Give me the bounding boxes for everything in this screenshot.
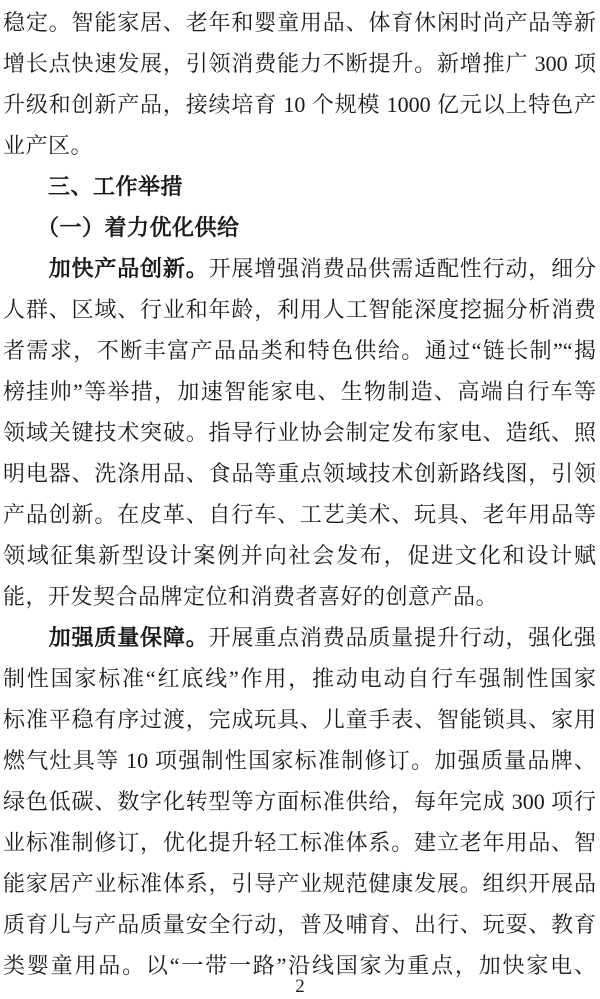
text-segment: 开展增强消费品供需适配性行动，细分 <box>208 256 596 281</box>
text-segment: 领域征集新型设计案例并向社会发布，促进文化和设计赋 <box>3 543 596 568</box>
page-number: 2 <box>295 976 305 997</box>
text-segment: 质育儿与产品质量安全行动，普及哺育、出行、玩耍、教育 <box>3 912 596 937</box>
text-segment: 人群、区域、行业和年龄，利用人工智能深度挖掘分析消费 <box>3 297 596 322</box>
text-segment: 榜挂帅”等举措，加速智能家电、生物制造、高端自行车等 <box>3 379 596 404</box>
text-line <box>3 617 596 658</box>
text-segment: 开展重点消费品质量提升行动，强化强 <box>208 625 596 650</box>
text-segment: 能，开发契合品牌定位和消费者喜好的创意产品。 <box>3 584 499 609</box>
text-line <box>3 84 596 125</box>
text-line <box>3 207 596 248</box>
text-line <box>3 166 596 207</box>
text-segment: 标准平稳有序过渡，完成玩具、儿童手表、智能锁具、家用 <box>3 707 596 732</box>
text-segment: 燃气灶具等 10 项强制性国家标准制修订。加强质量品牌、 <box>3 748 596 773</box>
text-segment: 产品创新。在皮革、自行车、工艺美术、玩具、老年用品等 <box>3 502 596 527</box>
text-line <box>3 699 596 740</box>
text-line <box>3 904 596 945</box>
text-line <box>3 863 596 904</box>
text-segment <box>3 625 49 650</box>
text-segment: 增长点快速发展，引领消费能力不断提升。新增推广 300 项 <box>3 51 596 76</box>
text-line <box>3 740 596 781</box>
text-line <box>3 453 596 494</box>
text-line <box>3 43 596 84</box>
text-segment: 明电器、洗涤用品、食品等重点领域技术创新路线图，引领 <box>3 461 596 486</box>
bold-text-segment: （一）着力优化供给 <box>3 215 240 240</box>
text-segment: 领域关键技术突破。指导行业协会制定发布家电、造纸、照 <box>3 420 596 445</box>
text-line <box>3 781 596 822</box>
text-line <box>3 2 596 43</box>
text-segment: 者需求，不断丰富产品品类和特色供给。通过“链长制”“揭 <box>3 338 596 363</box>
bold-text-segment: 加强质量保障。 <box>48 625 209 650</box>
text-line <box>3 330 596 371</box>
text-line <box>3 412 596 453</box>
bold-text-segment: 加快产品创新。 <box>48 256 209 281</box>
text-segment: 升级和创新产品，接续培育 10 个规模 1000 亿元以上特色产 <box>3 92 596 117</box>
text-line <box>3 289 596 330</box>
document-body <box>3 2 596 986</box>
text-line <box>3 658 596 699</box>
text-segment: 能家居产业标准体系，引导产业规范健康发展。组织开展品 <box>3 871 596 896</box>
text-line <box>3 535 596 576</box>
text-segment <box>3 256 49 281</box>
text-line <box>3 822 596 863</box>
text-segment: 稳定。智能家居、老年和婴童用品、体育休闲时尚产品等新 <box>3 10 596 35</box>
text-segment: 绿色低碳、数字化转型等方面标准供给，每年完成 300 项行 <box>3 789 596 814</box>
text-line <box>3 248 596 289</box>
text-line <box>3 371 596 412</box>
text-line <box>3 576 596 617</box>
text-segment: 类婴童用品。以“一带一路”沿线国家为重点，加快家电、 <box>3 953 596 978</box>
text-segment: 制性国家标准“红底线”作用，推动电动自行车强制性国家 <box>3 666 596 691</box>
text-segment: 业标准制修订，优化提升轻工标准体系。建立老年用品、智 <box>3 830 596 855</box>
text-line <box>3 494 596 535</box>
text-line <box>3 125 596 166</box>
bold-text-segment: 三、工作举措 <box>3 174 184 199</box>
text-segment: 业产区。 <box>3 133 94 158</box>
